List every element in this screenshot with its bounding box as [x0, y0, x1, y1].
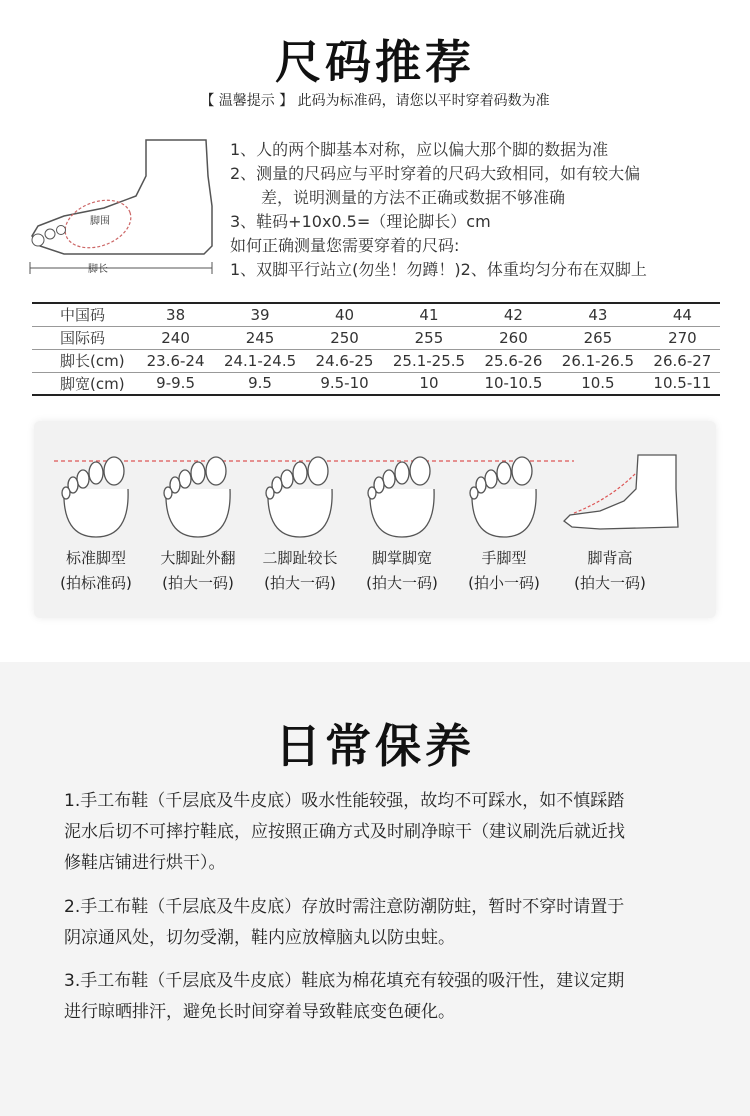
size-cell: 24.1-24.5	[213, 349, 307, 372]
care-line: 3.手工布鞋（千层底及牛皮底）鞋底为棉花填充有较强的吸汗性，建议定期	[64, 971, 625, 991]
foot-type-advice: (拍大一码)	[366, 574, 438, 592]
foot-type-item	[454, 449, 554, 593]
size-cell: 10-10.5	[476, 372, 551, 395]
size-tip: 【 温馨提示 】 此码为标准码，请您以平时穿着码数为准	[200, 93, 550, 109]
foot-type-name: 标准脚型	[65, 549, 126, 567]
foot-type-advice: (拍大一码)	[574, 574, 646, 592]
size-cell: 26.6-27	[645, 349, 720, 372]
size-cell: 25.1-25.5	[382, 349, 476, 372]
size-cell: 39	[213, 303, 307, 326]
note-line: 3、鞋码+10x0.5=（理论脚长）cm	[230, 212, 491, 231]
size-cell: 40	[307, 303, 382, 326]
care-paragraph-2	[64, 892, 704, 954]
foot-type-item	[560, 449, 660, 593]
size-cell: 41	[382, 303, 476, 326]
size-table	[32, 302, 720, 396]
foot-types-panel	[34, 421, 716, 618]
care-paragraph-1	[64, 786, 704, 879]
care-paragraph-3	[64, 966, 704, 1028]
size-table-row	[32, 349, 720, 372]
foot-type-name: 二脚趾较长	[262, 549, 338, 567]
care-title: 日常保养	[275, 719, 475, 773]
care-line: 泥水后切不可摔拧鞋底，应按照正确方式及时刷净晾干（建议刷洗后就近找	[64, 822, 625, 842]
foot-type-advice: (拍大一码)	[162, 574, 234, 592]
size-cell: 23.6-24	[138, 349, 213, 372]
foot-front-icon	[464, 449, 544, 539]
foot-type-item	[148, 449, 248, 593]
foot-type-advice: (拍标准码)	[60, 574, 132, 592]
foot-girth-label: 脚围	[90, 216, 110, 227]
size-cell: 43	[551, 303, 645, 326]
size-cell: 250	[307, 326, 382, 349]
size-table-row	[32, 372, 720, 395]
care-line: 2.手工布鞋（千层底及牛皮底）存放时需注意防潮防蛀，暂时不穿时请置于	[64, 897, 625, 917]
size-cell: 270	[645, 326, 720, 349]
foot-front-icon	[158, 449, 238, 539]
size-cell: 260	[476, 326, 551, 349]
size-table-row	[32, 326, 720, 349]
size-cell: 10.5	[551, 372, 645, 395]
foot-type-item	[46, 449, 146, 593]
size-cell: 9.5-10	[307, 372, 382, 395]
size-cell: 9-9.5	[138, 372, 213, 395]
foot-type-item	[250, 449, 350, 593]
foot-measure-illustration	[24, 136, 220, 284]
foot-type-name: 脚掌脚宽	[371, 549, 432, 567]
size-cell: 44	[645, 303, 720, 326]
care-line: 1.手工布鞋（千层底及牛皮底）吸水性能较强，故均不可踩水，如不慎踩踏	[64, 791, 625, 811]
foot-type-name: 手脚型	[481, 549, 527, 567]
size-cell: 38	[138, 303, 213, 326]
care-line: 进行晾晒排汗，避免长时间穿着导致鞋底变色硬化。	[64, 1002, 455, 1022]
foot-length-label: 脚长	[88, 264, 108, 275]
care-section	[0, 662, 750, 1116]
size-table-row	[32, 303, 720, 326]
care-line: 阴凉通风处，切勿受潮，鞋内应放樟脑丸以防虫蛀。	[64, 928, 455, 948]
foot-type-item	[352, 449, 452, 593]
size-cell: 24.6-25	[307, 349, 382, 372]
care-line: 修鞋店铺进行烘干）。	[64, 853, 226, 873]
foot-front-icon	[260, 449, 340, 539]
note-line: 差，说明测量的方法不正确或数据不够准确	[261, 188, 566, 207]
size-cell: 9.5	[213, 372, 307, 395]
row-header-cell: 脚长(cm)	[32, 349, 138, 372]
foot-type-advice: (拍小一码)	[468, 574, 540, 592]
size-title: 尺码推荐	[275, 35, 475, 89]
note-line: 1、人的两个脚基本对称，应以偏大那个脚的数据为准	[230, 140, 609, 159]
size-cell: 240	[138, 326, 213, 349]
row-header-cell: 脚宽(cm)	[32, 372, 138, 395]
foot-type-name: 脚背高	[587, 549, 633, 567]
measure-notes	[230, 138, 740, 282]
size-cell: 25.6-26	[476, 349, 551, 372]
size-cell: 26.1-26.5	[551, 349, 645, 372]
foot-type-advice: (拍大一码)	[264, 574, 336, 592]
row-header-cell: 中国码	[32, 303, 138, 326]
size-cell: 265	[551, 326, 645, 349]
foot-front-icon	[56, 449, 136, 539]
size-cell: 245	[213, 326, 307, 349]
foot-type-name: 大脚趾外翻	[160, 549, 236, 567]
foot-front-icon	[362, 449, 442, 539]
note-line: 如何正确测量您需要穿着的尺码:	[230, 236, 460, 255]
size-cell: 42	[476, 303, 551, 326]
size-cell: 255	[382, 326, 476, 349]
size-cell: 10	[382, 372, 476, 395]
high-instep-foot-icon	[560, 449, 680, 539]
note-line: 2、测量的尺码应与平时穿着的尺码大致相同，如有较大偏	[230, 164, 641, 183]
note-line: 1、双脚平行站立(勿坐！勿蹲！)2、体重均匀分布在双脚上	[230, 260, 647, 279]
row-header-cell: 国际码	[32, 326, 138, 349]
size-cell: 10.5-11	[645, 372, 720, 395]
